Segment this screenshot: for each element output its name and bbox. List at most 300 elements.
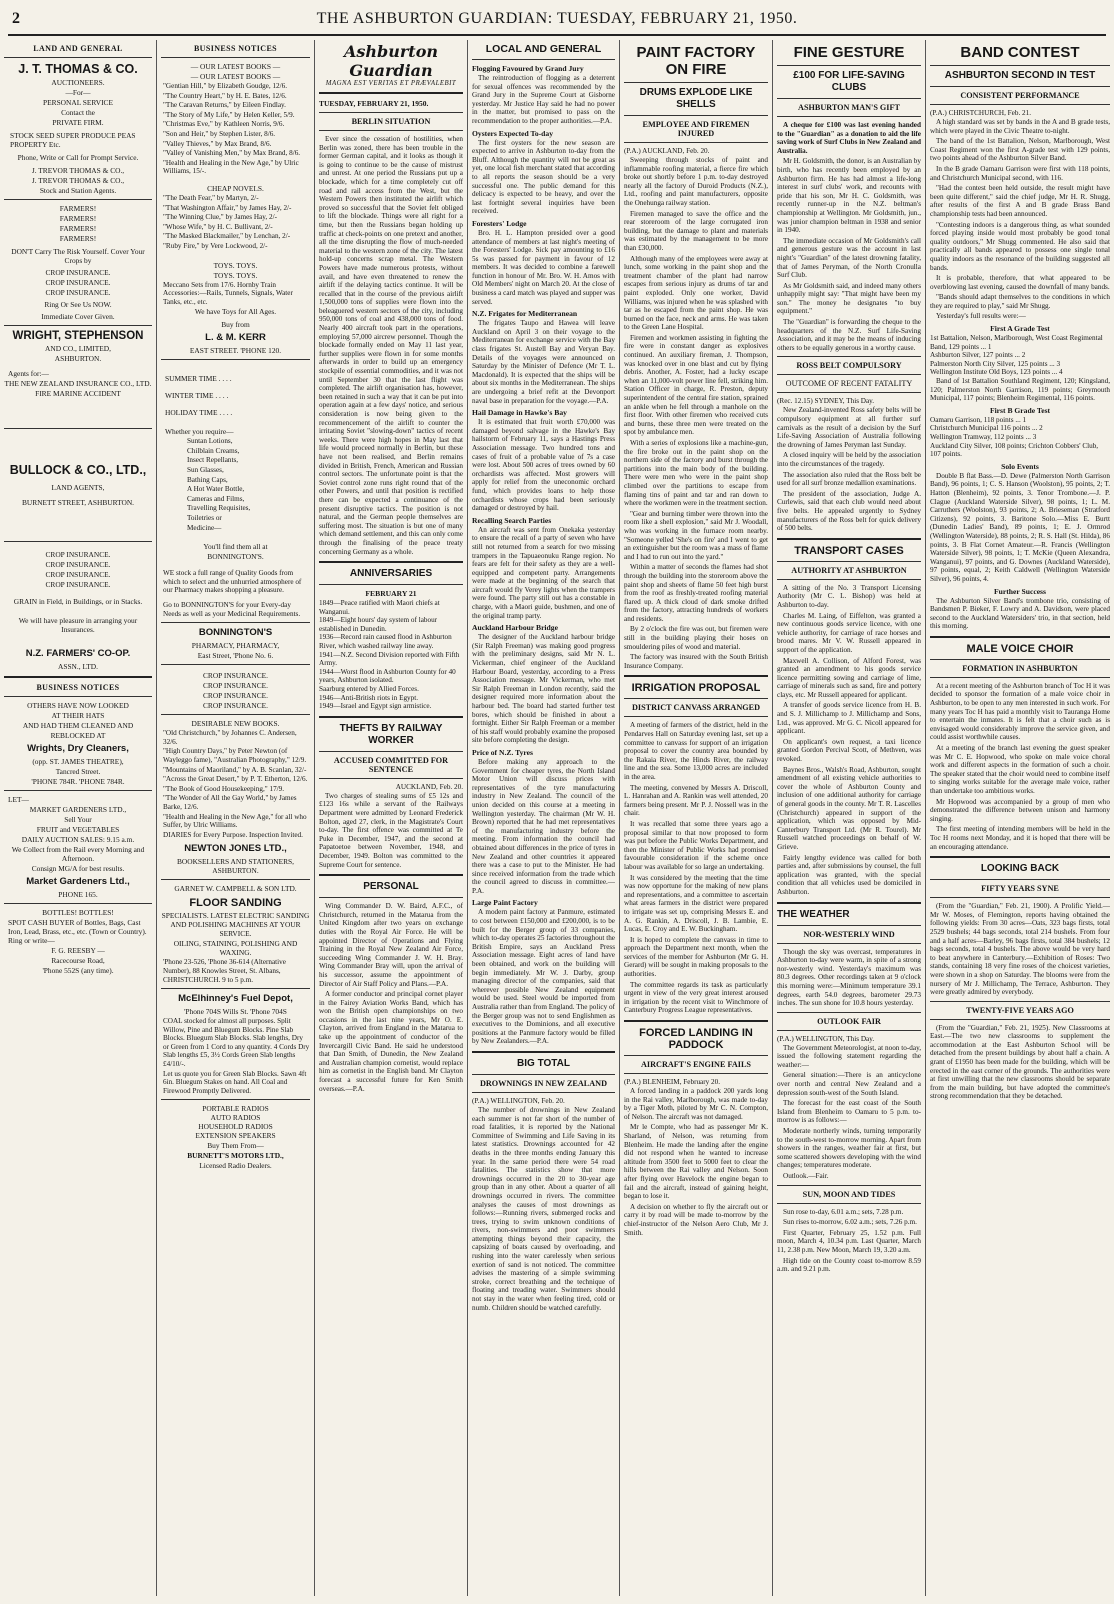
ad-text: Sell Your [64, 815, 92, 824]
ad-text: CROP INSURANCE. [45, 268, 111, 277]
ad-text: Tancred Street. [55, 767, 101, 776]
ad-text: We Collect from the Rail every Morning and Afternoon. [11, 845, 145, 863]
ad-text: MARKET GARDENERS LTD., [29, 805, 127, 814]
article-paragraph: In the B grade Oamaru Garrison were first with 118 points, and Christchurch Municipal second, with 116. [930, 164, 1110, 182]
band-contest-body [930, 118, 1110, 321]
ad-text: DON'T Carry The Risk Yourself. Cover Your Crops by [11, 247, 145, 265]
book-entry: "High Country Days," by Peter Newton (of Wayleggo fame), "Australian Photography," 12/9. [163, 747, 307, 764]
article-paragraph: Although many of the employees were away at lunch, some working in the paint shop and the treatment chamber of the plant had narrow escapes from serious injury as drums of tar and paint exploded. Only one worker, David Williams, was injured when he was splashed with tar as he escaped from the paint shop. He was burned on the face, neck and arms. He was taken to the Green Lane Hospital. [624, 254, 768, 332]
divider [624, 1055, 768, 1056]
divider [777, 538, 921, 540]
ad-text: 'Phone 23-526, 'Phone 36-614 (Alternative Number), 88 Knowles Street, St. Albans, CHRISTCHURCH. 9 to 5 p.m. [163, 958, 286, 984]
ad-text: DAILY AUCTION SALES: 9.15 a.m. [21, 835, 135, 844]
masthead-rule [8, 34, 1106, 36]
article-paragraph: A meeting of farmers of the district, held in the Pendarves Hall on Saturday evening last, set up a committee to canvass for support of an irrigation proposal to cover the country area bounded by the Rakaia River, the Hinds River, the railway line and the sea. Some 13,000 acres are included in the area. [624, 721, 768, 781]
divider [472, 1074, 615, 1075]
article-paragraph: High tide on the County coast to-morrow 8.59 a.m. and 9.21 p.m. [777, 1256, 921, 1274]
result-line: Christchurch Municipal 116 points ... 2 [930, 424, 1043, 433]
forced-landing-headline: FORCED LANDING IN PADDOCK [639, 1027, 753, 1052]
big-total-headline: BIG TOTAL [517, 1057, 570, 1069]
article-paragraph: Yesterday's full results were:— [936, 312, 1026, 321]
ad-text: BOTTLES! BOTTLES! [42, 908, 114, 917]
book-entry: "Valley Thieves," by Max Brand, 8/6. [163, 139, 272, 148]
divider [161, 879, 310, 880]
article-paragraph: Before making any approach to the Government for cheaper tyres, the North Island Motor Union will discuss prices with representatives of the tyre manufacturing industry in New Zealand. The council of the union decided on this course at a meeting in Wellington yesterday. The chairman (Mr W. H. Brown) reported that he had met representatives of the manufacturing industry before the meeting. From information the council had obtained about differences in the price of tyres in New Zealand and other countries it appeared there was a case to put to the Minister. He had since received information from the trade which the council agreed to discuss in committee.—P.A. [472, 757, 615, 895]
local-general-headline: LOCAL AND GENERAL [485, 43, 602, 55]
book-entry: "The Caravan Returns," by Eileen Findlay. [163, 101, 286, 110]
article-paragraph: A forced landing in a paddock 200 yards long in the Rai valley, Marlborough, was made to-day by a Tiger Moth, piloted by Mr C. N. Compton, of Nelson. The aircraft was not damaged. [624, 1087, 768, 1121]
ad-text: FARMERS! [59, 214, 97, 223]
ad-text: PHARMACY, PHARMACY, [191, 641, 280, 651]
forced-landing-body [624, 1087, 768, 1237]
item-title: Price of N.Z. Tyres [472, 747, 533, 757]
article-paragraph: An aircraft was sent from Onekaka yesterday to ensure the recall of a party of seven who have still not returned from a search for two missing trampers in the Tapuaeonuku Range region. No fears are felt for their safety as they are a well-equipped and competent party. Arrangements were made at the beginning of the search that aircraft would fly Verey lights when the trampers were found. The party still out has a constable in charge, with a Maori guide, bushmen, and one of the original tramp party. [472, 525, 615, 620]
requisite-entry: Medicine— [187, 523, 222, 532]
anniversaries-headline: ANNIVERSARIES [349, 568, 433, 580]
book-entry: "Old Christchurch," by Johannes C. Andersen, 32/6. [163, 729, 297, 746]
divider [777, 65, 921, 66]
divider [624, 82, 768, 83]
divider [472, 59, 615, 60]
divider [777, 561, 921, 562]
divider [319, 751, 463, 752]
article-paragraph: The Ashburton Silver Band's trombone trio, consisting of Bandsmen P. Bieker, F. Lowry and A. Davidson, were placed second to the Auckland Watersiders' trio, in that section, held this morning. [930, 596, 1110, 631]
dateline: (P.A.) WELLINGTON, Feb. 20. [472, 1096, 565, 1105]
book-entry: "Mountains of Maoriland," by A. B. Scanlan, 32/- [163, 765, 307, 774]
divider [161, 988, 310, 989]
divider [930, 879, 1110, 880]
divider [4, 325, 152, 326]
article-paragraph: The frigates Taupo and Hawea will leave Auckland on April 3 on their voyage to the Mediterranean for exchange service with the Bay class frigates St. Austell Bay and Veryan Bay. Details of the voyages were announced on Saturday by the Minister of Defence (Mr T. L. Macdonald). It is expected that the ships will be about six months in the Mediterranean. The ships are undergoing a brief refit at the Devonport naval base in preparation for the voyage.—P.A. [472, 319, 615, 405]
article-paragraph: A decision on whether to fly the aircraft out or carry it by road will be made to-morrow by the chief-instructor of the Nelson Aero Club, Mr J. Smith. [624, 1202, 768, 1237]
article-paragraph: A transfer of goods service licence from H. B. and S. J. Millichamp to J. Millichamp and Sons, Ltd., was approved. Mr G. C. Nicoll appeared for applicant. [777, 701, 921, 736]
divider [161, 57, 310, 58]
article-paragraph: Two charges of stealing sums of £5 12s and £123 16s while a servant of the Railways Department were admitted by Leonard Frederick Bolton, aged 27, clerk, in the Magistrate's Court to-day. The first offence was committed at Te Puke in December, 1947, and the second at Papatoetoe between November, 1948, and December, 1949. Bolton was committed to the Supreme Court for sentence. [319, 791, 463, 869]
novel-entry: "The Winning Clue," by James Hay, 2/- [163, 213, 277, 222]
article-paragraph: First Quarter, February 25, 1.52 p.m. Full moon, March 4, 10.34 p.m. Last Quarter, March 11, 2.38 p.m. New Moon, March 19, 3.20 a.m. [777, 1228, 921, 1254]
divider [4, 541, 152, 542]
ad-text: DIARIES for Every Purpose. Inspection Invited. [163, 830, 303, 839]
ad-text: Consign MG/A for best results. [31, 864, 125, 873]
item-title: Hail Damage in Hawke's Bay [472, 408, 567, 418]
ad-bonnington-name: BONNINGTON'S [198, 627, 273, 639]
item-title: Recalling Search Parties [472, 515, 552, 525]
item-title: Oysters Expected To-day [472, 128, 554, 138]
masthead-title: THE ASHBURTON GUARDIAN: TUESDAY, FEBRUARY 21, 1950. [316, 10, 798, 27]
article-paragraph: Though the sky was overcast, temperatures in Ashburton to-day were warm, in spite of a strong nor-westerly wind. Yesterday's maximum was 80.3 degrees. Other recordings taken at 9 o'clock this morning were:—Minimum temperature 39.1 degrees, earth 54.0 degrees, barometer 29.73 inches. The sun shone for 10.8 hours yesterday. [777, 947, 921, 1008]
article-paragraph: The number of drownings in New Zealand each summer is not far short of the number of road fatalities, it is reported by the National Committee of Swimming and Life Saving in its latest statistics. Drownings accounted for 42 deaths in the three months ending January this year. In the same period there were 54 road fatalities. The statistics show that more drownings occurred in the 20 to 30-year age group than in any other. About a quarter of all drownings occurred in rivers. The committee analyses the causes of most drownings as follows:—Running rivers, submerged rocks and trees, trying to swim unknown conditions of rivers, non-swimmers and poor swimmers attempting things beyond their capacity, the capsizing of boats caused by overloading, and rushing into the water carelessly when serious exertion of sand is not noticed. The committee advises the mastering of a simple swimming stroke, correct breathing and the technique of floating and treading water. Swimmers should not stay in the water when feeling tired, cold or numb. Children should be watched carefully. [472, 1105, 615, 1312]
article-paragraph: The "Guardian" is forwarding the cheque to the headquarters of the N.Z. Surf Life-Saving Association, and it may be the means of inducing others to be equally generous in a worthy cause. [777, 318, 921, 352]
requisites-list [185, 437, 310, 532]
irrigation-body [624, 721, 768, 1015]
ad-text: OTHERS HAVE NOW LOOKED [27, 701, 129, 710]
ad-text: DESIRABLE NEW BOOKS. [191, 719, 280, 729]
transport-body [777, 584, 921, 897]
novel-entry: "Ruby Fire," by Vere Lockwood, 2/- [163, 241, 268, 250]
book-entry: "Across the Great Desert," by P. T. Etherton, 12/6. [163, 775, 308, 784]
article-paragraph: New Zealand-invented Ross safety belts will be compulsory equipment at all further surf carnivals as the result of a decision by the Surf Life-Saving Association of Australia following the drowning of James Peryman last Sunday. [777, 406, 921, 449]
divider [624, 716, 768, 717]
ad-floor-sanding: FLOOR SANDING [189, 897, 282, 910]
divider [624, 115, 768, 116]
ad-dry-cleaners-name: Wrights, Dry Cleaners, [27, 743, 129, 754]
article-paragraph: It was considered by the meeting that the time was now opportune for the making of new plans and representations, and a committee to ascertain what areas farmers in the district were prepared to irrigate was set up, comprising Messrs E. and A. G. Rankin, A. Driscoll, J. B. Lambie, E. Lucas, E. Croy and E. W. Buckingham. [624, 873, 768, 934]
fine-gesture-deck: £100 FOR LIFE-SAVING CLUBS [793, 70, 905, 93]
article-paragraph: The meeting, convened by Messrs A. Driscoll, L. Hanrahan and A. Rankin was well attended, 20 farmers being present. Mr P. J. Nossell was in the chair. [624, 783, 768, 818]
ad-text: BURNETT'S MOTORS LTD., [187, 1151, 284, 1161]
article-paragraph: (From the "Guardian," Feb. 21, 1925). New Classrooms at East.—The two new classrooms to supplement the accommodation at the East Ashburton School will be detached from the present buildings by about half a chain. A grant of £1950 has been made for the building, which will be erected in the east corner of the grounds. The authorities were at first unwilling that the new classrooms should be separate from the main building, but have adopted the committee's strong recommendation that they be detached. [930, 1023, 1110, 1101]
paint-factory-headline: PAINT FACTORY ON FIRE [636, 44, 756, 78]
divider [161, 359, 310, 360]
outlook-body [777, 1044, 921, 1181]
ad-text: CROP INSURANCE. [45, 550, 111, 559]
ad-text: CROP INSURANCE. [45, 288, 111, 297]
ad-fuel-name: McElhinney's Fuel Depot, [178, 993, 293, 1005]
ad-text: SPECIALISTS. LATEST ELECTRIC SANDING AND POLISHING MACHINES AT YOUR SERVICE. [161, 911, 310, 939]
book-entry: "Gentian Hill," by Elizabeth Goudge, 12/6. [163, 82, 288, 90]
ad-text: We have Toys for All Ages. [194, 307, 277, 317]
novel-entry: "The Masked Blackmailer," by Lenchan, 2/- [163, 232, 291, 241]
book-entry: "Valley of Vanishing Men," by Max Brand, 8/6. [163, 149, 301, 158]
requisite-entry: Suntan Lotions, [187, 437, 233, 446]
divider [930, 104, 1110, 105]
column-paint-factory [620, 40, 772, 1598]
article-paragraph: "Had the contest been held outside, the result might have been quite different," said the chief judge, Mr H. R. Shugg, after results of the first A and B grade Brass Band championship tests had been announced. [930, 184, 1110, 218]
divider [777, 902, 921, 904]
result-line: Palmerston North City Silver, 125 points ... 3 [930, 359, 1061, 368]
book-entry: "The Story of My Life," by Helen Keller, 5/9. [163, 110, 295, 119]
article-paragraph: Bro. H. L. Hampton presided over a good attendance of members at last night's meeting of the Foresters' Lodge. Sick pay amounting to £16 5s was passed for payment in favour of 12 members. It was decided to combine a farewell function in honour of Mr. Bro. W. H. Amos with Old Members' night on March 20. At the close of business a card match was played and supper was served. [472, 228, 615, 306]
article-paragraph: The association also ruled that the Ross belt be used for all surf bronze medallion examinations. [777, 470, 921, 488]
ad-text: STOCK SEED SUPER PRODUCE PEAS PROPERTY Etc. [10, 131, 136, 149]
weather-subhead: NOR-WESTERLY WIND [803, 929, 895, 939]
ad-bullock-name: BULLOCK & CO., LTD., [9, 463, 147, 477]
ad-text: TOYS. TOYS. [213, 270, 258, 280]
ad-text: THE NEW ZEALAND INSURANCE CO., LTD. [4, 379, 152, 388]
article-paragraph: Mr le Compte, who had as passenger Mr K. Sharland, of Nelson, was returning from Blenheim. He made the landing after the engine did not respond when he wanted to increase altitude from 3500 feet to 5000 feet to clear the hills between the Rai valley and Nelson. Soon after flying over Havelock the engine began to fail and the aircraft, instead of gaining height, began to lose it. [624, 1123, 768, 1201]
choir-headline: MALE VOICE CHOIR [966, 642, 1074, 655]
article-paragraph: Firemen and workmen assisting in fighting the fire were in constant danger as explosives continued. An auxiliary fireman, J. Thompson, was knocked over in one blast and cut by flying debris. Another, A. Foster, had a lucky escape when an 11,000-volt power line fell, striking him. Station Officer in charge, R. Preston, deputy superintendent of the central fire station, sprained an ankle when he fell through a manhole on the first floor. With other firemen who received cuts and burns, these three men were treated on the spot by ambulance men. [624, 333, 768, 437]
column-band-contest [926, 40, 1114, 1598]
divider [777, 98, 921, 99]
requisite-entry: Sun Glasses, [187, 466, 224, 475]
ad-text: SPOT CASH BUYER of Bottles, Bags, Cast Iron, Lead, Brass, etc., etc. (Town or Country). Ring or write— [8, 918, 147, 945]
article-paragraph: The forecast for the east coast of the South Island from Blenheim to Oamaru to 5 p.m. to-morrow is as follows:— [777, 1099, 921, 1125]
editorial-date: TUESDAY, FEBRUARY 21, 1950. [319, 99, 429, 108]
ad-text: SUMMER TIME . . . . [165, 374, 232, 384]
ad-text: OILING, STAINING, POLISHING AND WAXING. [173, 939, 298, 958]
divider [624, 142, 768, 143]
ad-text: AND CO., LIMITED, [45, 344, 111, 353]
results-a-list [930, 334, 1110, 377]
anniversary-entry: Saarburg entered by Allied Forces. [319, 685, 419, 694]
page-number: 2 [12, 10, 20, 27]
ad-market-gardeners-name: Market Gardeners Ltd., [26, 876, 130, 887]
divider [4, 428, 152, 429]
requisite-entry: Toiletries or [187, 514, 222, 523]
ad-text: CROP INSURANCE. [45, 570, 111, 579]
article-paragraph: The immediate occasion of Mr Goldsmith's call and generous gesture was the account in last night's "Guardian" of the latest drowning fatality, that of James Peryman, of the North Cronulla Surf Club. [777, 236, 921, 280]
ross-belt-headline: ROSS BELT COMPULSORY [796, 361, 902, 371]
results-subhead: Further Success [994, 586, 1046, 596]
requisite-entry: A Hot Water Bottle, [187, 485, 245, 494]
divider [930, 86, 1110, 87]
dateline: (Rec. 12.15) SYDNEY, This Day. [777, 397, 875, 406]
ad-text: PORTABLE RADIOS AUTO RADIOS HOUSEHOLD RADIOS EXTENSION SPEAKERS [195, 1104, 276, 1141]
divider [4, 676, 152, 678]
sun-moon-tides-body [777, 1208, 921, 1274]
ad-text: Ring Or See Us NOW. [44, 300, 112, 309]
book-entry: "The Book of Good Housekeeping," 17/9. [163, 784, 285, 793]
ad-text: Phone, Write or Call for Prompt Service. [17, 153, 139, 162]
ad-text: CROP INSURANCE. [202, 681, 269, 691]
anniversary-entry: 1849—Eight hours' day system of labour established in Dunedin. [319, 616, 438, 633]
paint-factory-body [624, 156, 768, 670]
divider [4, 790, 152, 791]
ad-text: GARNET W. CAMPBELL & SON LTD. [174, 884, 297, 894]
ad-text: J. TREVOR THOMAS & CO., [31, 176, 125, 185]
divider [161, 664, 310, 665]
ad-text: CROP INSURANCE. [202, 701, 269, 711]
anniversary-entry: 1949—Israel and Egypt sign armistice. [319, 702, 432, 711]
article-paragraph: The first oysters for the new season are expected to arrive in Ashburton to-day from the Bluff. Although the quantity will not be great as yet, one local fish merchant stated that according to all reports the season should be a very successful one. The public demand for this delicacy is expected to be heavy, and over the last fortnight several inquiries have been received. [472, 138, 615, 216]
editorial-body [319, 135, 463, 556]
divider [624, 698, 768, 699]
ad-text: Stock and Station Agents. [39, 186, 117, 195]
ad-text: ASSN., LTD. [58, 662, 98, 671]
anniversary-entry: 1936—Record rain caused flood in Ashburton River, which washed railway line away. [319, 633, 452, 651]
article-paragraph: At a meeting of the branch last evening the guest speaker was Mr C. E. Hopwood, who spoke on male voice choral work and different aspects in the formation of such a choir. The speaker stated that the choir would need to combine itself to singing works suitable for the average male voice, rather than undertake too ambitious works. [930, 744, 1110, 795]
band-contest-subhead: CONSISTENT PERFORMANCE [960, 91, 1080, 100]
article-paragraph: Charles M. Laing, of Eiffelton, was granted a new continuous goods service licence, with one vehicle authority, for carriage of race horses and brood mares. Mr V. W. Russell appeared in support of the application. [777, 611, 921, 654]
ad-text: TOYS. TOYS. [213, 260, 258, 270]
ad-text: FRUIT and VEGETABLES [36, 825, 120, 834]
article-paragraph: A closed inquiry will be held by the association into the circumstances of the tragedy. [777, 451, 921, 468]
novel-list [161, 194, 310, 251]
ad-text: PERSONAL SERVICE [43, 98, 113, 107]
fine-gesture-headline: FINE GESTURE [793, 44, 905, 61]
ad-text: BURNETT STREET, ASHBURTON. [21, 498, 135, 507]
ad-text: EAST STREET. 'PHONE 120. [189, 346, 282, 356]
ad-text: 'Phone 552S (any time). [42, 966, 114, 975]
column-business-notices [157, 40, 314, 1598]
book-entry: "The Wonder of All the Gay World," by James Barke, 12/6. [163, 794, 297, 811]
divider [4, 57, 152, 58]
article-paragraph: The president of the association, Judge A. Curlewis, said that each club would need about five belts. He appealed urgently to Sydney manufacturers of the Ross belt for quick delivery of 500 belts. [777, 489, 921, 533]
book-entry: "Health and Healing in the New Age," for all who Suffer, by Ulric Williams. [163, 812, 307, 830]
novel-entry: "That Washington Affair," by James Hay, 2/- [163, 203, 292, 212]
divider [930, 677, 1110, 678]
requisite-entry: Travelling Requisites, [187, 504, 251, 513]
divider [319, 561, 463, 563]
divider [319, 778, 463, 779]
ad-text: PRIVATE FIRM. [52, 118, 104, 127]
ross-belt-body [777, 406, 921, 532]
article-paragraph: The first meeting of intending members will be held in the Toc H rooms next Monday, and it is hoped that there will be an encouraging attendance. [930, 825, 1110, 851]
divider [777, 1185, 921, 1186]
fine-gesture-body [777, 157, 921, 352]
twenty-five-years-subhead: TWENTY-FIVE YEARS AGO [966, 1005, 1074, 1015]
requisite-entry: Insect Repellants, [187, 456, 239, 465]
requisite-entry: Bathing Caps, [187, 475, 228, 484]
transport-headline: TRANSPORT CASES [794, 544, 904, 557]
divider [777, 1012, 921, 1013]
transport-subhead: AUTHORITY AT ASHBURTON [791, 565, 907, 575]
item-title: Flogging Favoured by Grand Jury [472, 64, 584, 73]
ad-text: GRAIN in Field, in Buildings, or in Stacks. [13, 597, 143, 606]
ad-text: — OUR LATEST BOOKS — [190, 62, 281, 71]
ad-text: —For— [65, 88, 91, 97]
ross-belt-subhead: OUTCOME OF RECENT FATALITY [785, 379, 913, 389]
anniversary-entry: 1944—Worst flood in Ashburton County for 40 years, Ashburton isolated. [319, 667, 456, 685]
ad-text: PHONE 165. [58, 890, 98, 899]
anniversaries-date: FEBRUARY 21 [365, 589, 417, 599]
book-list [161, 82, 310, 176]
ad-text: CROP INSURANCE. [45, 278, 111, 287]
article-paragraph: It is probable, therefore, that what appeared to be overblowing last evening, caused the downfall of many bands. [930, 274, 1110, 291]
result-line: Auckland City Silver, 108 points; Crichton Cobbers' Club, 107 points. [930, 441, 1099, 459]
ad-text: BONNINGTON'S. [207, 552, 264, 562]
outlook-headline: OUTLOOK FAIR [817, 1016, 881, 1026]
article-paragraph: Mr Hopwood was accompanied by a group of men who demonstrated the difference between unison and harmony singing. [930, 797, 1110, 823]
new-book-list [161, 729, 310, 830]
ad-newton-name: NEWTON JONES LTD., [184, 843, 287, 855]
divider [161, 622, 310, 623]
anniversaries-list [319, 599, 463, 711]
divider [161, 1099, 310, 1100]
divider [777, 943, 921, 944]
article-paragraph: Fairly lengthy evidence was called for both parties and, after submissions by counsel, the full application was granted, with the special condition that all vehicles used be domiciled in Ashburton. [777, 853, 921, 896]
ad-text: — OUR LATEST BOOKS — [190, 72, 281, 81]
ad-text: Licensed Radio Dealers. [199, 1161, 272, 1171]
ad-text: CROP INSURANCE. [45, 580, 111, 589]
article-paragraph: (From the "Guardian," Feb. 21, 1900). A Prolific Yield.—Mr W. Moses, of Flemington, reports having obtained the following yields: From 30 acres—Oats, 323 bags firsts, total 2529 bushels; 44 bags seconds, total 214 bushels. From four and a half acres—Barley, 96 bags firsts, total 384 bushels; 12 bags seconds, total 4 bushels. The above would be very hard to beat anywhere in Canterbury.—Exhibition of Roses: Two stands, containing 18 very fine roses of the choicest varieties, were shown in a shop on Saturday. The blooms were from the nursery of Mr J. Millichamp, The Terrace, Ashburton. They were greatly admired by everybody. [930, 902, 1110, 997]
article-paragraph: At a recent meeting of the Ashburton branch of Toc H it was decided to sponsor the formation of a male voice choir in Ashburton, to be open to any men interested in such work. For many years Toc H has paid a monthly visit to Tauranga Home to entertain the inmates. It is felt that a choir such as is envisaged would considerably improve the service given, and could assist worthwhile causes. [930, 681, 1110, 742]
ad-text: WE stock a full range of Quality Goods from which to select and the unhurried atmosphere of our Pharmacy makes shopping a pleasure. [163, 569, 302, 595]
divider [624, 1073, 768, 1074]
item-title: Large Paint Factory [472, 898, 538, 908]
divider [472, 1051, 615, 1053]
dateline: (P.A.) CHRISTCHURCH, Feb. 21. [930, 109, 1032, 117]
ad-text: WINTER TIME . . . . [165, 391, 229, 401]
ad-text: HOLIDAY TIME . . . . [165, 408, 233, 418]
results-subhead: First B Grade Test [989, 405, 1051, 415]
article-paragraph: It is hoped to complete the canvass in time to approach the Department next month, when the services of the member for Ashburton (Mr G. H. Gerard) will be sought in making proposals to the authorities. [624, 935, 768, 979]
article-paragraph: A high standard was set by bands in the A and B grade tests, which were played in the Civic Theatre to-night. [930, 118, 1110, 135]
ad-text: Racecourse Road, [51, 956, 105, 965]
irrigation-headline: IRRIGATION PROPOSAL [631, 682, 761, 695]
book-entry: "Health and Healing in the New Age," by Ulric Williams, 15/-. [163, 158, 299, 176]
divider [930, 1019, 1110, 1020]
paint-factory-subhead: EMPLOYEE AND FIREMEN INJURED [642, 120, 750, 138]
article-paragraph: A sitting of the No. 3 Transport Licensing Authority (Mr C. L. Bishop) was held at Ashburton to-day. [777, 583, 921, 609]
article-paragraph: General situation:—There is an anticyclone over north and central New Zealand and a depression south-west of the South Island. [777, 1071, 921, 1097]
divider [319, 716, 463, 718]
divider [930, 897, 1110, 898]
article-paragraph: Outlook.—Fair. [783, 1172, 829, 1180]
result-line: Oamaru Garrison, 118 points ... 1 [930, 415, 1027, 424]
section-head: BUSINESS NOTICES [193, 44, 278, 53]
looking-back-headline: LOOKING BACK [980, 863, 1060, 875]
personal-headline: PERSONAL [363, 881, 419, 893]
results-subhead: Solo Events [1001, 461, 1039, 471]
ad-text: ASHBURTON. [54, 354, 102, 363]
result-line: Ashburton Silver, 127 points ... 2 [930, 351, 1026, 360]
sun-moon-tides-headline: SUN, MOON AND TIDES [802, 1189, 896, 1199]
article-paragraph: On applicant's own request, a taxi licence granted Gordon Percival Scott, of Methven, was revoked. [777, 737, 921, 764]
ad-text: Immediate Cover Given. [41, 312, 115, 321]
article-paragraph: Band of 1st Battalion Southland Regiment, 120; Kingsland, 120; Palmerston North Garrison, 119 points; Greymouth Municipal, 117 points; Blenheim Regimental, 116 points. [930, 377, 1110, 403]
divider [472, 1092, 615, 1093]
section-head: BUSINESS NOTICES [36, 683, 120, 692]
novel-entry: "The Death Fear," by Martyn, 2/- [163, 193, 259, 202]
article-paragraph: With a series of explosions like a machine-gun, the fire broke out in the paint shop on the northern side of the factory and burst through the partitions into the main body of the building. There were men who were in the paint shop climbed over the partitions to escape from flaming tins of paint and tar and ran down to where the workmen were in the treatment section. [624, 439, 768, 508]
ad-text: CROP INSURANCE. [202, 671, 269, 681]
item-title: N.Z. Frigates for Mediterranean [472, 309, 578, 319]
ad-text: Contact the [61, 108, 95, 117]
big-total-subhead: DROWNINGS IN NEW ZEALAND [479, 1078, 607, 1088]
ad-text: Buy Them From— [207, 1141, 264, 1151]
divider [930, 1001, 1110, 1002]
divider [4, 903, 152, 904]
article-paragraph: Moderate northerly winds, turning temporarily to the south-west to-morrow morning. Apart from showers in the ranges, weather fair at first, but some scattered showers developing with the wind changes; temperatures moderate. [777, 1127, 921, 1170]
ad-text: AUCTIONEERS. [51, 78, 105, 87]
ad-nzf-name: N.Z. FARMERS' CO-OP. [25, 648, 131, 659]
masthead [0, 0, 1114, 38]
article-paragraph: The committee regards its task as particularly urgent in view of the very great interest aroused in irrigation by the recent visit to Winchmore of Canterbury Progress League representatives. [624, 980, 768, 1015]
ad-text: Meccano Sets from 17/6. Hornby Train Accessories:—Rails, Tunnels, Signals, Water Tanks, etc., etc. [163, 280, 293, 306]
fine-gesture-subhead: ASHBURTON MAN'S GIFT [798, 103, 900, 112]
article-paragraph: Wing Commander D. W. Baird, A.F.C., of Christchurch, returned in the Matarua from the United Kingdom after two years on exchange duties with the Royal Air Force. He will be appointed Director of Operations and Flying Training in the Royal New Zealand Air Force, succeeding Wing Commander J. W. H. Bray. Wing Commander Bray will, upon the arrival of his successor, assume the appointment of Director of Air Staff Policy and Plans.—P.A. [319, 902, 463, 988]
article-paragraph: "Bands should adapt themselves to the conditions in which they are required to play," said Mr Shugg. [930, 293, 1110, 310]
article-paragraph: Ever since the cessation of hostilities, when Berlin was zoned, there has been trouble in the former German capital, and it looks as though it is going to continue to be the cause of mistrust and unrest. At one period the Russians put up a blockade, which for a time completely cut off road and rail access from the West, but the Western Powers then instituted the airlift which proved so successful that the Soviet felt obliged to lift the blockade. Things were all right for a time, but then the Russians began holding up traffic at check-points on one pretext and another, all the time disrupting the flow of much-needed material to the western zone of the city. The latest hold-up concerns scrap metal. The Western Powers have made numerous protests, without avail, and have even threatened to renew the airlift if the delaying tactics continue. It will be recalled that in the course of the previous airlift 1,500,000 tons of supplies were flown into the beleaguered western sectors of the city, including 950,000 tons of coal and 438,000 tons of food. Nearly 400 aircraft took part in the operations, employing 57,000 aircrew personnel. Though the blockade formally ended on May 11 last year, further supplies were flown in for some months afterwards in order to build up an emergency stockpile of essential commodities, and it was not until September 30 that the last flight was completed. The airlift organisation has, however, been retained in such a way that it can be put into operation again at a few days' notice, and serious consideration is now being given to the recommencement of the airlift to counter the irritating Soviet "slowing-down" tactics of recent weeks. There were high hopes in May last that life would proceed normally in Berlin, but these have not been realised, and Berlin remains divided in British, French, American and Russian control sectors. The unfortunate point is that the Soviet control zone runs right round that of the other Powers, and until that position is rectified there can be expected a continuance of the present disruptive tactics. The position is not natural, and the German people themselves are suffering most. The situation is but one of many which demand settlement, and this can only come through the finalising of the peace treaty concerning Germany as a whole. [319, 135, 463, 556]
band-contest-deck: ASHBURTON SECOND IN TEST [944, 70, 1096, 81]
ad-text: East Street, 'Phone No. 6. [197, 651, 274, 661]
forced-landing-subhead: AIRCRAFT'S ENGINE FAILS [641, 1060, 751, 1070]
divider [777, 579, 921, 580]
article-paragraph: As Mr Goldsmith said, and indeed many others unhappily might say: "That might have been my son." The money he designates "to buy equipment." [777, 281, 921, 316]
divider [624, 675, 768, 677]
article-paragraph: Sweeping through stocks of paint and inflammable roofing material, a fierce fire which broke out shortly before 1 p.m. to-day destroyed nearly all the factory of Duroid Products (N.Z.), Ltd., roofing and paint manufacturers, opposite the Onehunga railway station. [624, 156, 768, 207]
column-local-and-general [468, 40, 619, 1598]
column-fine-gesture [773, 40, 925, 1598]
book-entry: "Son and Heir," by Stephen Lister, 8/6. [163, 129, 276, 138]
anniversary-entry: 1849—Peace ratified with Maori chiefs at Wanganui. [319, 599, 440, 616]
result-line: Wellington Institute Old Boys, 123 points ... 4 [930, 368, 1063, 377]
novel-entry: "Whose Wife," by H. C. Bullivant, 2/- [163, 222, 273, 231]
article-paragraph: Within a matter of seconds the flames had shot through the building into the storeroom above the paint shop and sheets of flame 50 feet high burst from the roof as freshly-treated roofing material flared up. A thick cloud of dark smoke drifted from the factory, attracting hundreds of workers and residents. [624, 563, 768, 623]
ad-text: (opp. ST. JAMES THEATRE), [32, 757, 124, 766]
article-paragraph: Firemen managed to save the office and the rear storeroom of the large corrugated iron building, but the damage to plant and materials was estimated by the management to be more than £30,000. [624, 209, 768, 252]
dateline: (P.A.) AUCKLAND, Feb. 20. [624, 147, 710, 155]
anniversary-entry: 1946—Anti-British riots in Egypt. [319, 693, 419, 702]
article-paragraph: The reintroduction of flogging as a deterrent for sexual offences was recommended by the Grand Jury in the Supreme Court at Gisborne yesterday. Mr Justice Hay said he had no power in the matter, but promised to pass on the recommendation to the proper authorities.—P.A. [472, 74, 615, 125]
divider [777, 116, 921, 117]
ad-text: 'Phone 704S Wills St. 'Phone 704S [184, 1007, 287, 1017]
ad-text: CHEAP NOVELS. [207, 183, 264, 193]
divider [930, 636, 1110, 638]
ad-text: FARMERS! [59, 224, 97, 233]
divider [161, 714, 310, 715]
ad-text: FIRE MARINE ACCIDENT [35, 389, 121, 398]
divider [777, 356, 921, 357]
ad-text: REBLOCKED AT [50, 731, 106, 740]
divider [777, 1203, 921, 1204]
weather-headline: THE WEATHER [777, 908, 850, 920]
local-general-items [472, 64, 615, 1046]
ad-text: AT THEIR HATS [51, 711, 105, 720]
band-contest-headline: BAND CONTEST [960, 44, 1080, 61]
